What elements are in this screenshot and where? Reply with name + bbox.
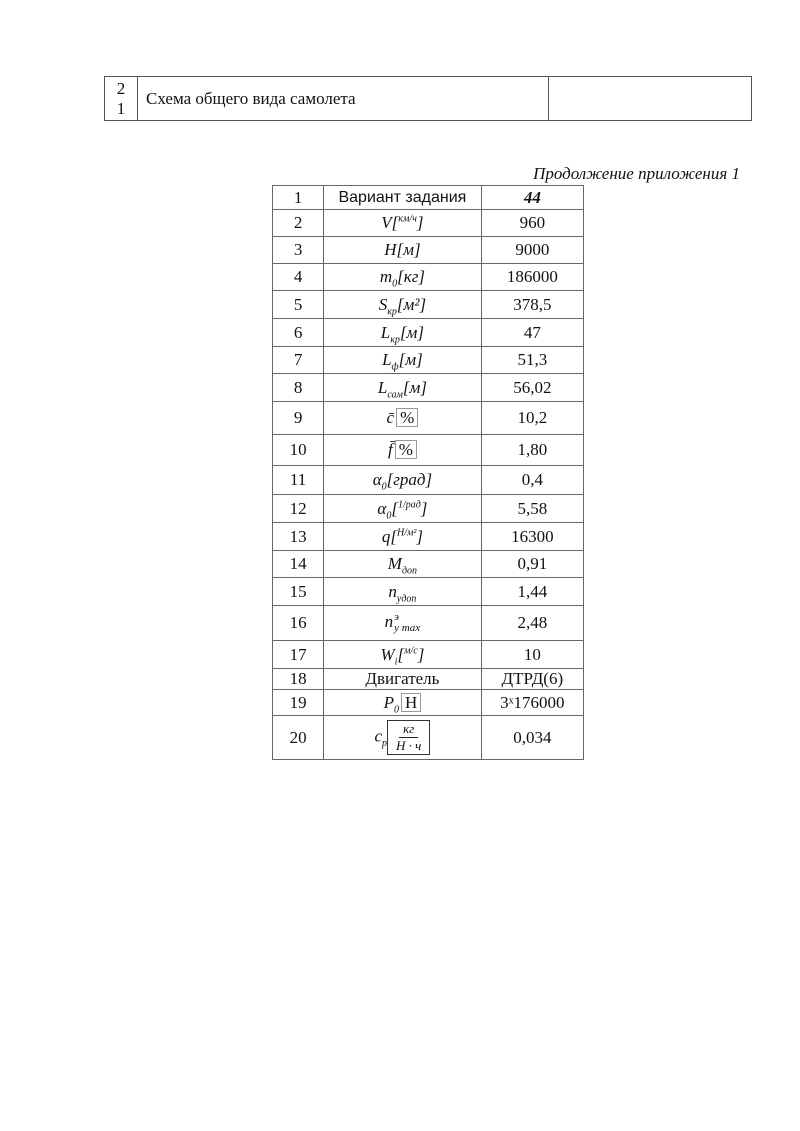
row-number: 10 <box>273 435 324 466</box>
table-row <box>273 578 584 606</box>
table-row <box>273 319 584 347</box>
row-param <box>324 690 482 716</box>
param-unit: % <box>396 408 418 427</box>
row-value: 3ˣ176000 <box>481 690 583 716</box>
row-value: 5,58 <box>481 495 583 523</box>
param-unit: [град] <box>386 470 433 489</box>
param-base: α <box>372 470 382 489</box>
row-value: 9000 <box>481 237 583 264</box>
row-value: 16300 <box>481 523 583 551</box>
row-value: 0,91 <box>481 551 583 578</box>
param-base: L <box>377 377 388 397</box>
param-unit: км/ч <box>398 213 417 225</box>
param-sub: сам <box>387 388 403 400</box>
row-number: 4 <box>273 264 324 291</box>
param-unit: 1/рад <box>397 498 421 510</box>
table-row <box>273 495 584 523</box>
param-sub: 0 <box>381 481 387 493</box>
param-unit: [кг] <box>397 267 425 286</box>
param-unit-bracket <box>387 720 430 755</box>
row-param <box>324 264 482 291</box>
row-value: 1,80 <box>481 435 583 466</box>
param-sub: доп <box>401 565 418 577</box>
param-base: M <box>387 554 402 573</box>
row-param: Вариант задания <box>324 186 482 210</box>
table-row <box>273 606 584 641</box>
table-row <box>273 716 584 760</box>
appendix-caption: Продолжение приложения 1 <box>533 164 740 183</box>
parameters-table <box>272 185 584 760</box>
param-unit-den: Н · ч <box>396 738 422 753</box>
row-number: 1 <box>273 186 324 210</box>
row-value: 10 <box>481 641 583 669</box>
row-param: V[$^{км/ч}$] <box>324 210 482 237</box>
row-number: 9 <box>273 402 324 435</box>
param-base: f̄ <box>387 440 393 459</box>
top-number-top: 2 <box>116 78 126 98</box>
table-row <box>273 347 584 374</box>
row-value: 51,3 <box>481 347 583 374</box>
row-number: 11 <box>273 466 324 495</box>
param-unit: Н/м² <box>396 526 417 538</box>
row-number: 17 <box>273 641 324 669</box>
top-table-number <box>105 77 138 121</box>
row-number: 3 <box>273 237 324 264</box>
row-number: 18 <box>273 669 324 690</box>
param-sub: p <box>382 737 387 749</box>
param-sub: 0 <box>392 278 398 290</box>
table-row <box>273 291 584 319</box>
row-param: $\alpha_0[^{1/рад}]$ <box>324 495 482 523</box>
param-sub: у max <box>394 622 421 635</box>
table-row <box>273 435 584 466</box>
row-number: 13 <box>273 523 324 551</box>
row-param <box>324 551 482 578</box>
row-number: 12 <box>273 495 324 523</box>
row-param <box>324 435 482 466</box>
row-param: q[$^{Н/м^2}$] <box>324 523 482 551</box>
row-number: 2 <box>273 210 324 237</box>
top-table <box>104 76 752 121</box>
param-unit: м/с <box>404 644 418 656</box>
param-base: c̄ <box>386 408 395 427</box>
row-value: 1,44 <box>481 578 583 606</box>
row-param: H[м] <box>324 237 482 264</box>
param-unit: [м] <box>402 377 427 397</box>
param-sub: кр <box>390 333 400 345</box>
row-param <box>324 466 482 495</box>
row-param <box>324 716 482 760</box>
table-row <box>273 551 584 578</box>
row-number: 19 <box>273 690 324 716</box>
row-value: 10,2 <box>481 402 583 435</box>
row-value: 0,034 <box>481 716 583 760</box>
row-number: 16 <box>273 606 324 641</box>
row-value: 0,4 <box>481 466 583 495</box>
row-number: 8 <box>273 374 324 402</box>
row-value: 47 <box>481 319 583 347</box>
row-value: 56,02 <box>481 374 583 402</box>
row-number: 6 <box>273 319 324 347</box>
param-base: L <box>380 322 391 342</box>
param-base: c <box>374 726 382 746</box>
row-value: 378,5 <box>481 291 583 319</box>
row-value: 186000 <box>481 264 583 291</box>
row-param <box>324 291 482 319</box>
param-base: W <box>380 644 395 664</box>
row-value: 960 <box>481 210 583 237</box>
param-base: n <box>384 611 394 631</box>
row-param: $W_i[^{м/с}]$ <box>324 641 482 669</box>
table-row <box>273 237 584 264</box>
row-param <box>324 402 482 435</box>
row-number: 20 <box>273 716 324 760</box>
table-row <box>273 690 584 716</box>
row-number: 14 <box>273 551 324 578</box>
table-row <box>273 264 584 291</box>
param-base: P <box>383 692 394 712</box>
table-row <box>273 466 584 495</box>
param-unit: [м] <box>398 350 423 369</box>
row-param <box>324 578 482 606</box>
table-row <box>273 402 584 435</box>
row-number: 15 <box>273 578 324 606</box>
row-param: Двигатель <box>324 669 482 690</box>
top-table-title: Схема общего вида самолета <box>138 77 549 121</box>
param-sub: кр <box>387 305 397 317</box>
param-unit: [м²] <box>396 294 427 314</box>
param-base: q <box>381 526 391 546</box>
table-row <box>273 669 584 690</box>
table-row <box>273 641 584 669</box>
row-param <box>324 347 482 374</box>
param-unit: [м] <box>399 322 425 342</box>
param-unit: H <box>401 693 421 712</box>
param-sub: удоп <box>396 592 417 604</box>
table-row <box>273 523 584 551</box>
param-sub: i <box>394 655 398 667</box>
table-row <box>273 210 584 237</box>
param-base: n <box>388 581 397 601</box>
param-sub: 0 <box>386 509 392 521</box>
table-row <box>273 186 584 210</box>
param-sub: ф <box>391 361 399 373</box>
top-number-bottom: 1 <box>116 98 126 118</box>
row-param <box>324 374 482 402</box>
row-param <box>324 319 482 347</box>
param-base: V <box>381 213 392 232</box>
top-table-empty-cell <box>549 77 752 121</box>
param-sup: э <box>394 611 400 624</box>
row-number: 5 <box>273 291 324 319</box>
param-unit: % <box>395 440 417 459</box>
row-value: 44 <box>481 186 583 210</box>
param-base: α <box>377 498 387 518</box>
row-param <box>324 606 482 641</box>
param-base: m <box>379 267 393 286</box>
param-base: S <box>378 294 388 314</box>
row-number: 7 <box>273 347 324 374</box>
row-value: ДТРД(6) <box>481 669 583 690</box>
table-row <box>273 374 584 402</box>
row-value: 2,48 <box>481 606 583 641</box>
param-sub: 0 <box>393 703 399 715</box>
param-base: L <box>382 350 392 369</box>
param-unit-num: кг <box>399 721 418 738</box>
